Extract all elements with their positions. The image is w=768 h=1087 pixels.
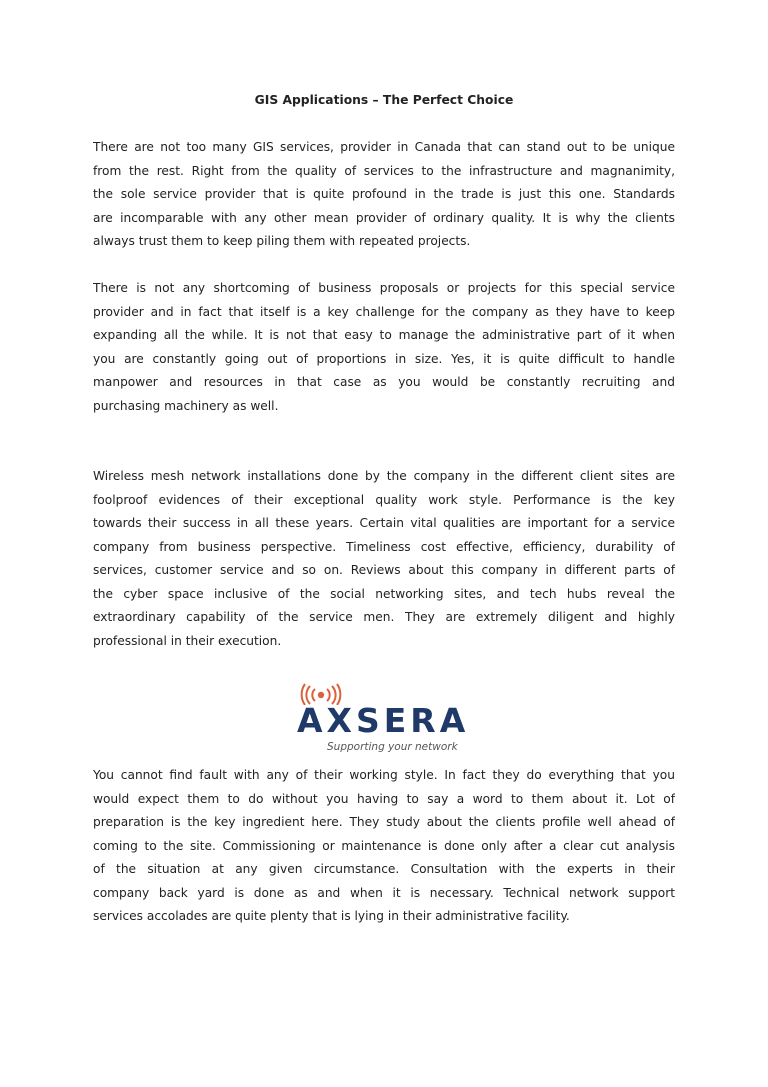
logo-tagline: Supporting your network bbox=[327, 741, 458, 753]
text-line: you are constantly going out of proportions in size. Yes, it is quite difficult to handle bbox=[93, 351, 675, 366]
logo-wordmark: AXSERA bbox=[297, 701, 470, 740]
text-line: Wireless mesh network installations done by the company in the different client sites are bbox=[93, 469, 675, 483]
text-line: always trust them to keep piling them with repeated projects. bbox=[93, 234, 471, 248]
text-line: services, customer service and so on. Reviews about this company in different parts of bbox=[93, 563, 675, 577]
text-line: There are not too many GIS services, provider in Canada that can stand out to be unique bbox=[93, 140, 675, 154]
text-line: would expect them to do without you having to say a word to them about it. Lot of bbox=[93, 791, 675, 806]
text-line: of the situation at any given circumstance. Consultation with the experts in their bbox=[93, 862, 675, 876]
text-line: There is not any shortcoming of business proposals or projects for this special service bbox=[93, 281, 675, 295]
text-line: preparation is the key ingredient here. They study about the clients profile well ahead of bbox=[93, 815, 675, 829]
text-line: the sole service provider that is quite profound in the trade is just this one. Standards bbox=[93, 187, 675, 201]
text-line: the cyber space inclusive of the social networking sites, and tech hubs reveal the bbox=[93, 586, 675, 601]
document-title: GIS Applications – The Perfect Choice bbox=[254, 93, 514, 107]
text-line: company back yard is done as and when it is necessary. Technical network support bbox=[93, 885, 675, 900]
text-line: coming to the site. Commissioning or maintenance is done only after a clear cut analysis bbox=[93, 838, 675, 853]
text-line: are incomparable with any other mean provider of ordinary quality. It is why the clients bbox=[93, 210, 675, 225]
paragraph-1 bbox=[93, 136, 675, 254]
axsera-logo bbox=[295, 683, 475, 757]
paragraph-4 bbox=[93, 764, 675, 929]
text-line: services accolades are quite plenty that is lying in their administrative facility. bbox=[93, 909, 570, 923]
text-line: manpower and resources in that case as you would be constantly recruiting and bbox=[93, 375, 675, 389]
text-line: from the rest. Right from the quality of services to the infrastructure and magnanimity, bbox=[93, 163, 675, 178]
text-line: extraordinary capability of the service men. They are extremely diligent and highly bbox=[93, 610, 675, 624]
text-line: company from business perspective. Timeliness cost effective, efficiency, durability of bbox=[93, 539, 675, 554]
text-line: You cannot find fault with any of their working style. In fact they do everything that you bbox=[93, 768, 675, 782]
paragraph-2 bbox=[93, 277, 675, 418]
text-line: towards their success in all these years. Certain vital qualities are important for a service bbox=[93, 516, 675, 530]
text-line: foolproof evidences of their exceptional quality work style. Performance is the key bbox=[93, 492, 675, 507]
text-line: professional in their execution. bbox=[93, 633, 282, 648]
text-line: purchasing machinery as well. bbox=[93, 398, 279, 413]
text-line: expanding all the while. It is not that easy to manage the administrative part of it when bbox=[93, 328, 675, 342]
paragraph-3 bbox=[93, 465, 675, 653]
text-line: provider and in fact that itself is a key challenge for the company as they have to keep bbox=[93, 304, 675, 319]
